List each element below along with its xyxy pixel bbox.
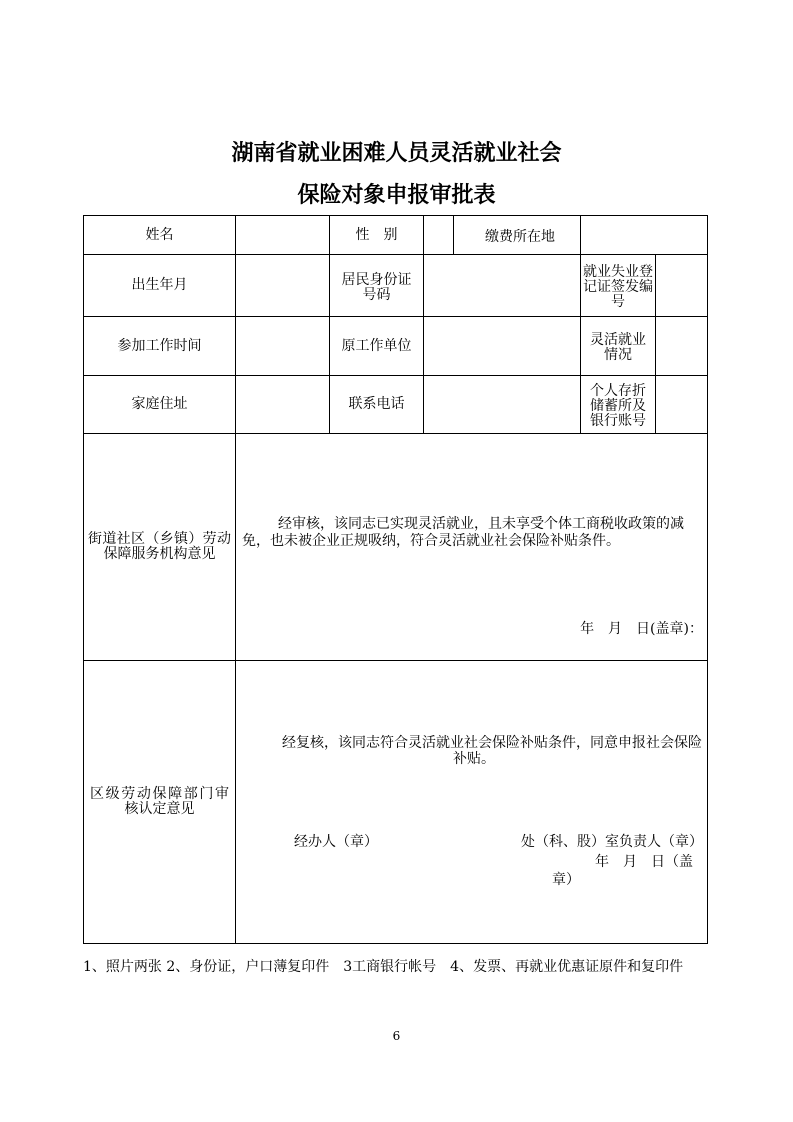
- address-value-cell[interactable]: [236, 376, 330, 434]
- id-number-value-cell[interactable]: [424, 255, 581, 317]
- former-employer-value-cell[interactable]: [424, 317, 581, 376]
- attachment-notes: 1、照片两张 2、身份证，户口薄复印件 3工商银行帐号 4、发票、再就业优惠证原件和复印件: [83, 959, 684, 975]
- name-value-cell[interactable]: [236, 216, 330, 255]
- flexible-status-value-cell[interactable]: [656, 317, 708, 376]
- gender-label: 性 别: [330, 216, 424, 255]
- payment-location-label: 缴费所在地: [454, 216, 581, 255]
- table-row: [84, 317, 708, 376]
- id-number-label: 居民身份证号码: [330, 255, 424, 317]
- street-review-date: 年 月 日(盖章)：: [580, 621, 703, 637]
- phone-value-cell[interactable]: [424, 376, 581, 434]
- application-form-table: [83, 215, 708, 944]
- table-row: [84, 434, 708, 661]
- flexible-status-label: 灵活就业情况: [581, 317, 656, 376]
- birth-value-cell[interactable]: [236, 255, 330, 317]
- payment-location-value-cell[interactable]: [581, 216, 708, 255]
- birth-label: 出生年月: [84, 255, 236, 317]
- district-manager-label: 处（科、股）室负责人（章）: [521, 834, 703, 850]
- district-review-date-cont: 章）: [552, 872, 580, 888]
- form-title-line2: 保险对象申报审批表: [297, 183, 496, 208]
- form-title-line1: 湖南省就业困难人员灵活就业社会: [231, 141, 562, 166]
- work-start-value-cell[interactable]: [236, 317, 330, 376]
- street-review-label: 街道社区（乡镇）劳动保障服务机构意见: [84, 434, 236, 661]
- name-label: 姓名: [84, 216, 236, 255]
- district-review-date: 年 月 日（盖: [595, 854, 693, 870]
- registration-no-label: 就业失业登记证签发编号: [581, 255, 656, 317]
- table-row: [84, 216, 708, 255]
- street-review-cell: [236, 434, 708, 661]
- address-label: 家庭住址: [84, 376, 236, 434]
- street-review-text: 经审核，该同志已实现灵活就业，且未享受个体工商税收政策的减免，也未被企业正规吸纳，符合灵活就业社会保险补贴条件。: [242, 516, 684, 549]
- district-handler-label: 经办人（章）: [294, 834, 378, 850]
- table-row: [84, 255, 708, 317]
- district-review-label: 区级劳动保障部门审核认定意见: [84, 661, 236, 944]
- gender-value-cell[interactable]: [424, 216, 454, 255]
- former-employer-label: 原工作单位: [330, 317, 424, 376]
- table-row: [84, 376, 708, 434]
- phone-label: 联系电话: [330, 376, 424, 434]
- page-number: 6: [392, 1029, 401, 1043]
- bank-account-label: 个人存折储蓄所及银行账号: [581, 376, 656, 434]
- table-row: [84, 661, 708, 944]
- work-start-label: 参加工作时间: [84, 317, 236, 376]
- registration-no-value-cell[interactable]: [656, 255, 708, 317]
- district-review-cell: [236, 661, 708, 944]
- bank-account-value-cell[interactable]: [656, 376, 708, 434]
- district-review-text: 经复核，该同志符合灵活就业社会保险补贴条件，同意申报社会保险补贴。: [282, 735, 702, 767]
